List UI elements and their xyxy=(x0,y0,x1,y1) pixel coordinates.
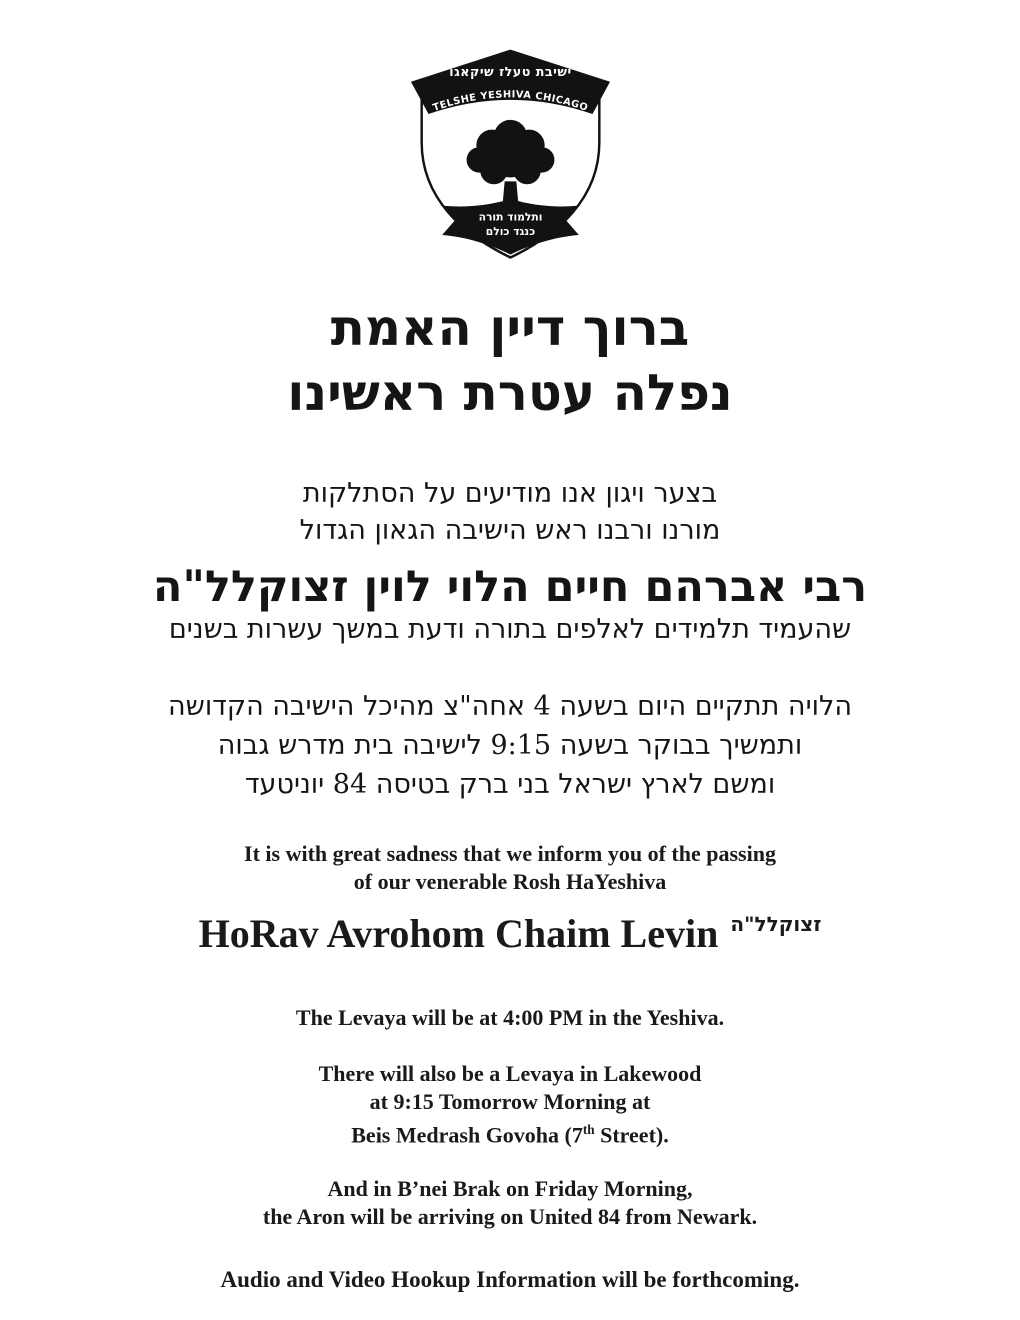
crest-hebrew-name: ישיבת טעלז שיקאגו xyxy=(448,63,572,79)
hebrew-headline-baruch-dayan: ברוך דיין האמת xyxy=(330,298,690,357)
hebrew-intro-line2: מורנו ורבנו ראש הישיבה הגאון הגדול xyxy=(299,515,721,546)
hebrew-levaya-paragraph xyxy=(0,687,1020,804)
lakewood-line2: at 9:15 Tomorrow Morning at xyxy=(369,1089,651,1114)
hebrew-levaya-line3: ומשם לארץ ישראל בני ברק בטיסה 84 יוניטעד xyxy=(244,769,776,800)
bnei-brak-line1: And in B’nei Brak on Friday Morning, xyxy=(327,1176,693,1202)
lakewood-line3-post: Street). xyxy=(594,1122,669,1148)
english-intro-paragraph xyxy=(0,840,1020,896)
crest-english-name: TELSHE YESHIVA CHICAGO xyxy=(431,89,589,114)
lakewood-line1: There will also be a Levaya in Lakewood xyxy=(318,1061,702,1086)
lakewood-line3-ordinal: th xyxy=(582,1122,595,1137)
english-levaya-line: The Levaya will be at 4:00 PM in the Yeshiva. xyxy=(295,1005,725,1030)
crest-motto-line2: כנגד כולם xyxy=(485,225,535,239)
yeshiva-crest-logo xyxy=(408,45,613,265)
lakewood-line3-pre: Beis Medrash Govoha (7 xyxy=(351,1122,583,1148)
hebrew-levaya-line2: ותמשיך בבוקר בשעה 9:15 לישיבה בית מדרש גבוה xyxy=(217,730,803,761)
english-intro-line2: of our venerable Rosh HaYeshiva xyxy=(353,869,667,894)
english-bnei-brak-paragraph xyxy=(0,1175,1020,1231)
crest-motto-line1: ותלמוד תורה xyxy=(478,210,542,224)
english-name-row xyxy=(0,910,1020,964)
hebrew-headline-nafla-ateret: נפלה עטרת ראשינו xyxy=(287,363,733,422)
hebrew-subtitle-line: שהעמיד תלמידים לאלפים בתורה ודעת במשך עשרות בשנים xyxy=(168,614,852,645)
hebrew-honorific-superscript: זצוקלל"ה xyxy=(730,912,822,936)
lakewood-line3 xyxy=(0,1116,1020,1149)
english-intro-line1: It is with great sadness that we inform you of the passing xyxy=(244,841,776,866)
english-lakewood-paragraph xyxy=(0,1060,1020,1149)
hebrew-levaya-line1: הלויה תתקיים היום בשעה 4 אחה"צ מהיכל הישיבה הקדושה xyxy=(168,691,852,722)
hebrew-intro-paragraph xyxy=(0,475,1020,549)
hebrew-name-line: רבי אברהם חיים הלוי לוין זצוקלל"ה xyxy=(152,562,868,612)
bnei-brak-line2: the Aron will be arriving on United 84 from Newark. xyxy=(262,1204,758,1230)
english-name: HoRav Avrohom Chaim Levin xyxy=(198,911,719,956)
english-audio-video-line: Audio and Video Hookup Information will be forthcoming. xyxy=(220,1267,800,1293)
hebrew-intro-line1: בצער ויגון אנו מודיעים על הסתלקות xyxy=(302,478,718,509)
shield-tree-crest-icon xyxy=(408,45,613,265)
